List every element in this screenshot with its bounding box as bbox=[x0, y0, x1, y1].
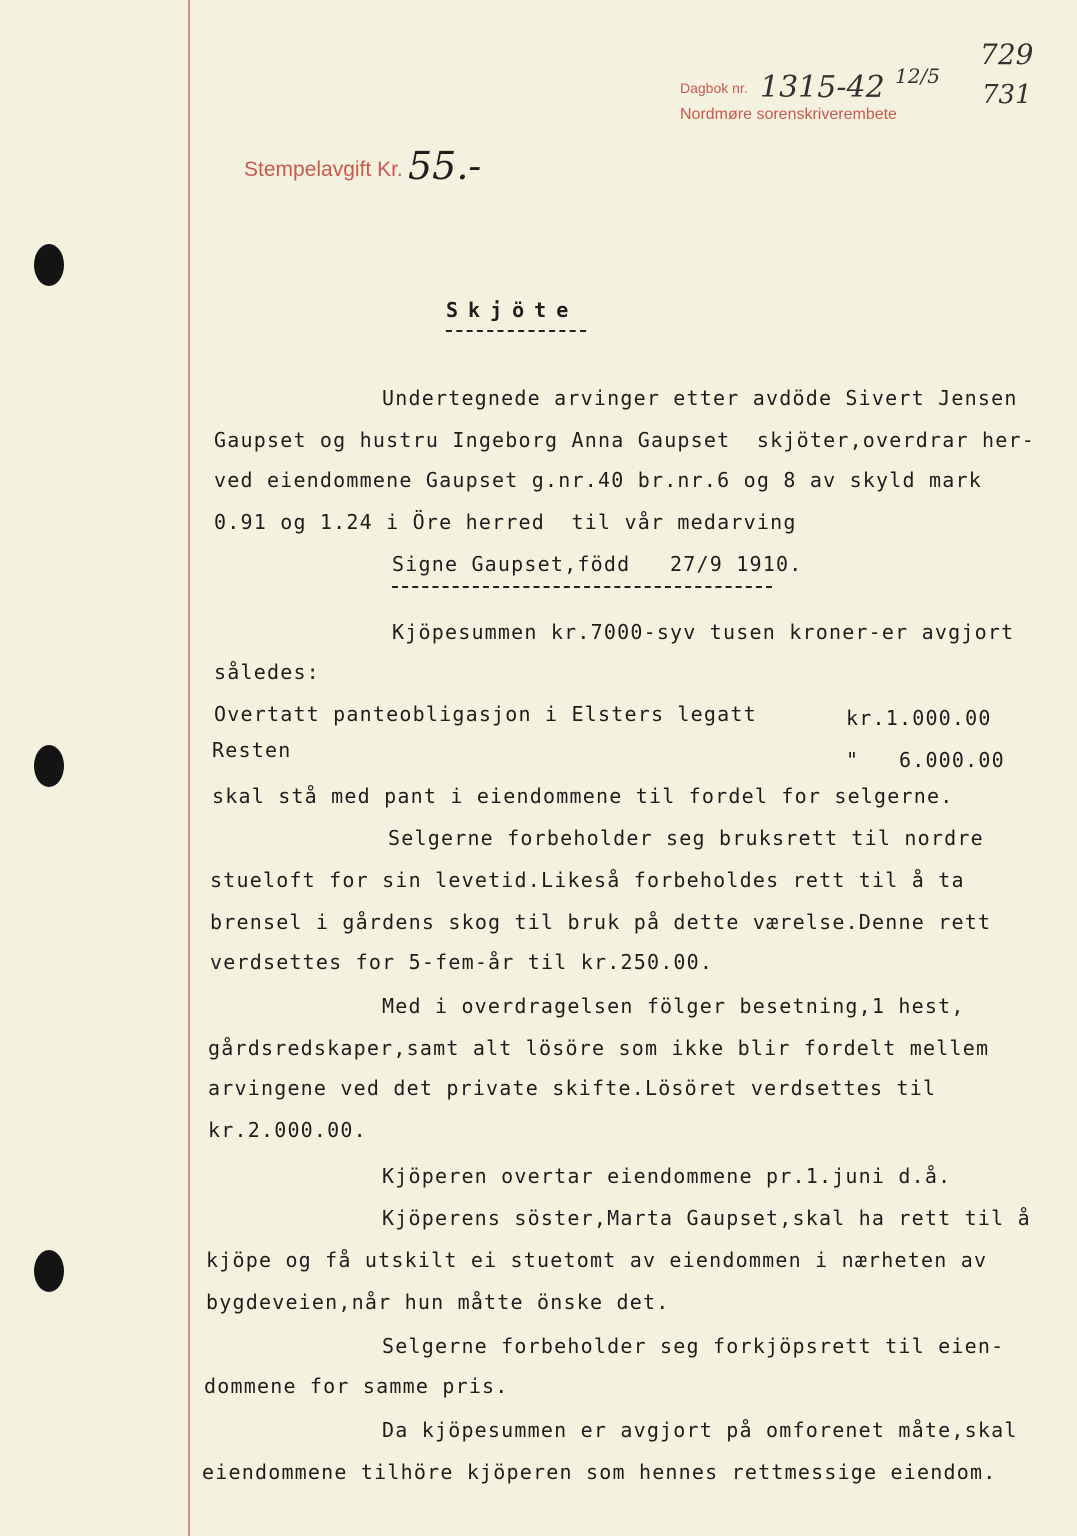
punch-hole-bottom bbox=[34, 1250, 64, 1292]
office-stamp: Nordmøre sorenskriverembete bbox=[680, 106, 897, 123]
stamp-fee-amount: 55.- bbox=[408, 144, 482, 188]
text-line-7: således: bbox=[214, 660, 320, 684]
text-line-15: Med i overdragelsen fölger besetning,1 hest, bbox=[382, 994, 965, 1018]
text-line-13: brensel i gårdens skog til bruk på dette værelse.Denne rett bbox=[210, 910, 992, 934]
page-number-bottom: 731 bbox=[982, 80, 1032, 110]
heir-underline bbox=[392, 586, 772, 588]
text-line-23: Selgerne forbeholder seg forkjöpsrett til eien- bbox=[382, 1334, 1005, 1358]
text-line-17: arvingene ved det private skifte.Lösöret verdsettes til bbox=[208, 1076, 937, 1100]
punch-hole-top bbox=[34, 244, 64, 286]
dagbok-number: 1315-42 bbox=[760, 70, 885, 105]
margin-line bbox=[188, 0, 190, 1536]
text-line-16: gårdsredskaper,samt alt lösöre som ikke blir fordelt mellem bbox=[208, 1036, 990, 1060]
text-line-11: Selgerne forbeholder seg bruksrett til nordre bbox=[388, 826, 984, 850]
punch-hole-middle bbox=[34, 745, 64, 787]
text-line-4: 0.91 og 1.24 i Öre herred til vår medarving bbox=[214, 510, 797, 534]
dagbok-label: Dagbok nr. bbox=[680, 80, 748, 96]
text-line-14: verdsettes for 5-fem-år til kr.250.00. bbox=[210, 950, 714, 974]
text-line-12: stueloft for sin levetid.Likeså forbeholdes rett til å ta bbox=[210, 868, 965, 892]
text-line-19: Kjöperen overtar eiendommene pr.1.juni d.å. bbox=[382, 1164, 952, 1188]
text-line-2: Gaupset og hustru Ingeborg Anna Gaupset skjöter,overdrar her- bbox=[214, 428, 1035, 452]
text-line-20: Kjöperens söster,Marta Gaupset,skal ha rett til å bbox=[382, 1206, 1031, 1230]
text-line-9: Resten bbox=[212, 738, 292, 762]
text-line-26: eiendommene tilhöre kjöperen som hennes rettmessige eiendom. bbox=[202, 1460, 997, 1484]
text-line-3: ved eiendommene Gaupset g.nr.40 br.nr.6 og 8 av skyld mark bbox=[214, 468, 982, 492]
text-line-21: kjöpe og få utskilt ei stuetomt av eiendommen i nærheten av bbox=[206, 1248, 988, 1272]
text-line-1: Undertegnede arvinger etter avdöde Sivert Jensen bbox=[382, 386, 1018, 410]
text-line-8: Overtatt panteobligasjon i Elsters legatt bbox=[214, 702, 757, 726]
text-line-6: Kjöpesummen kr.7000-syv tusen kroner-er avgjort bbox=[392, 620, 1015, 644]
dagbok-date: 12/5 bbox=[895, 64, 940, 88]
document-title: Skjöte bbox=[446, 298, 579, 322]
text-line-24: dommene for samme pris. bbox=[204, 1374, 509, 1398]
amount-1: kr.1.000.00 bbox=[846, 706, 992, 730]
text-line-18: kr.2.000.00. bbox=[208, 1118, 367, 1142]
stamp-fee-label: Stempelavgift Kr. bbox=[244, 158, 403, 181]
title-underline bbox=[446, 330, 586, 332]
amount-2: " 6.000.00 bbox=[846, 748, 1005, 772]
text-line-22: bygdeveien,når hun måtte önske det. bbox=[206, 1290, 670, 1314]
page-number-top: 729 bbox=[980, 38, 1034, 71]
text-line-10: skal stå med pant i eiendommene til fordel for selgerne. bbox=[212, 784, 954, 808]
text-line-5: Signe Gaupset,född 27/9 1910. bbox=[392, 552, 803, 576]
text-line-25: Da kjöpesummen er avgjort på omforenet måte,skal bbox=[382, 1418, 1018, 1442]
